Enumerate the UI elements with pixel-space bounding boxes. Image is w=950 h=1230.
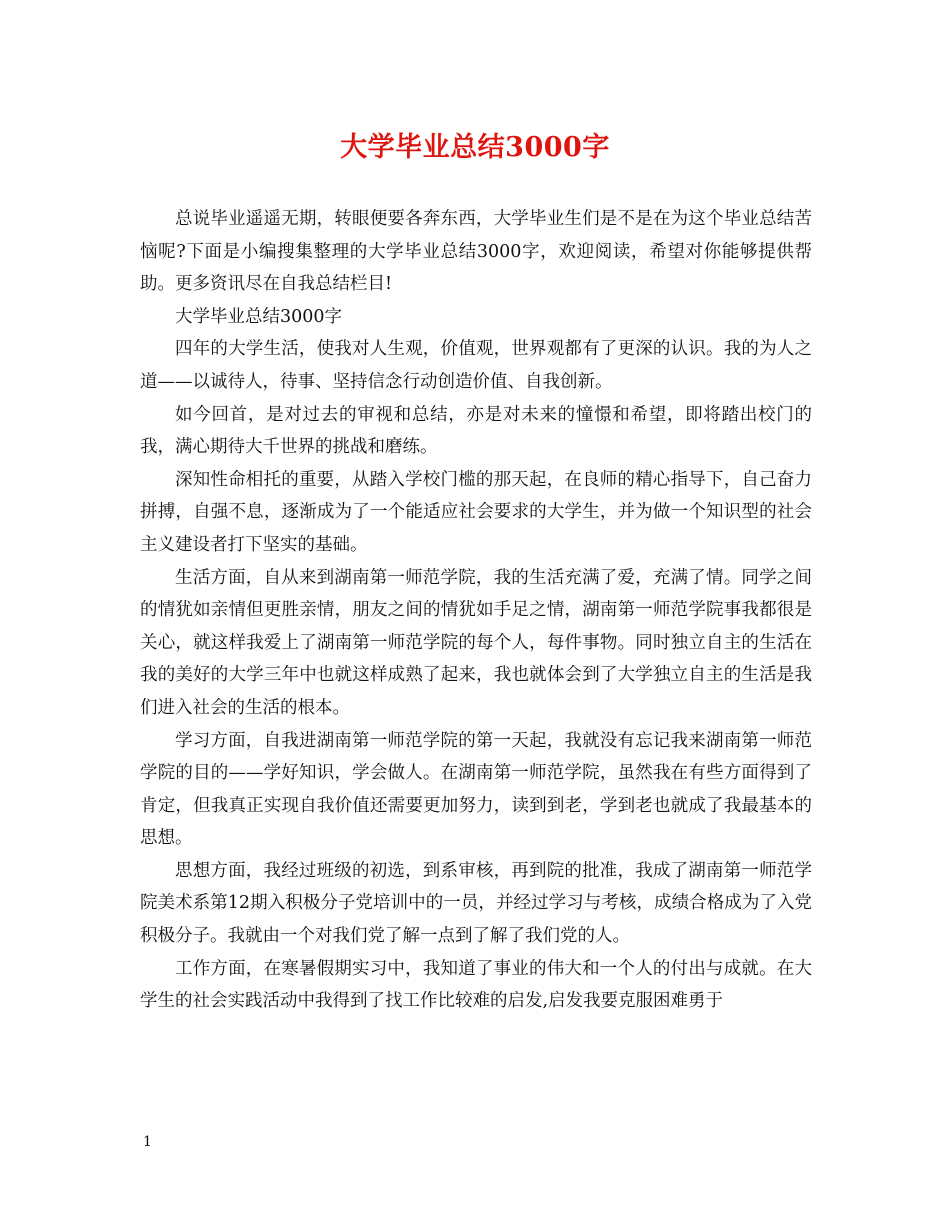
section-heading: 大学毕业总结3000字 bbox=[175, 306, 343, 327]
document-body bbox=[140, 203, 812, 1018]
body-paragraph: 生活方面，自从来到湖南第一师范学院，我的生活充满了爱，充满了情。同学之间的情犹如亲情但更胜亲情，朋友之间的情犹如手足之情，湖南第一师范学院事我都很是关心，就这样我爱上了湖南第一师范学院的每个人，每件事物。同时独立自主的生活在我的美好的大学三年中也就这样成熟了起来，我也就体会到了大学独立自主的生活是我们进入社会的生活的根本。 bbox=[140, 567, 812, 718]
document-title: 大学毕业总结3000字 bbox=[340, 132, 610, 163]
body-paragraph: 思想方面，我经过班级的初选，到系审核，再到院的批准，我成了湖南第一师范学院美术系第12期入积极分子党培训中的一员，并经过学习与考核，成绩合格成为了入党积极分子。我就由一个对我们党了解一点到了解了我们党的人。 bbox=[140, 860, 812, 947]
body-paragraph: 深知性命相托的重要，从踏入学校门槛的那天起，在良师的精心指导下，自己奋力拼搏，自强不息，逐渐成为了一个能适应社会要求的大学生，并为做一个知识型的社会主义建设者打下坚实的基础。 bbox=[140, 469, 812, 555]
intro-paragraph: 总说毕业遥遥无期，转眼便要各奔东西，大学毕业生们是不是在为这个毕业总结苦恼呢?下面是小编搜集整理的大学毕业总结3000字，欢迎阅读，希望对你能够提供帮助。更多资讯尽在自我总结栏目! bbox=[140, 209, 812, 295]
page-number: 1 bbox=[143, 1134, 152, 1150]
body-paragraph: 四年的大学生活，使我对人生观，价值观，世界观都有了更深的认识。我的为人之道——以诚待人，待事、坚持信念行动创造价值、自我创新。 bbox=[140, 339, 812, 392]
body-paragraph: 如今回首，是对过去的审视和总结，亦是对未来的憧憬和希望，即将踏出校门的我，满心期待大千世界的挑战和磨练。 bbox=[140, 404, 812, 458]
body-paragraph: 工作方面，在寒暑假期实习中，我知道了事业的伟大和一个人的付出与成就。在大学生的社会实践活动中我得到了找工作比较难的启发,启发我要克服困难勇于 bbox=[140, 958, 812, 1012]
body-paragraph: 学习方面，自我进湖南第一师范学院的第一天起，我就没有忘记我来湖南第一师范学院的目的——学好知识，学会做人。在湖南第一师范学院，虽然我在有些方面得到了肯定，但我真正实现自我价值还需要更加努力，读到到老，学到老也就成了我最基本的思想。 bbox=[140, 730, 812, 849]
